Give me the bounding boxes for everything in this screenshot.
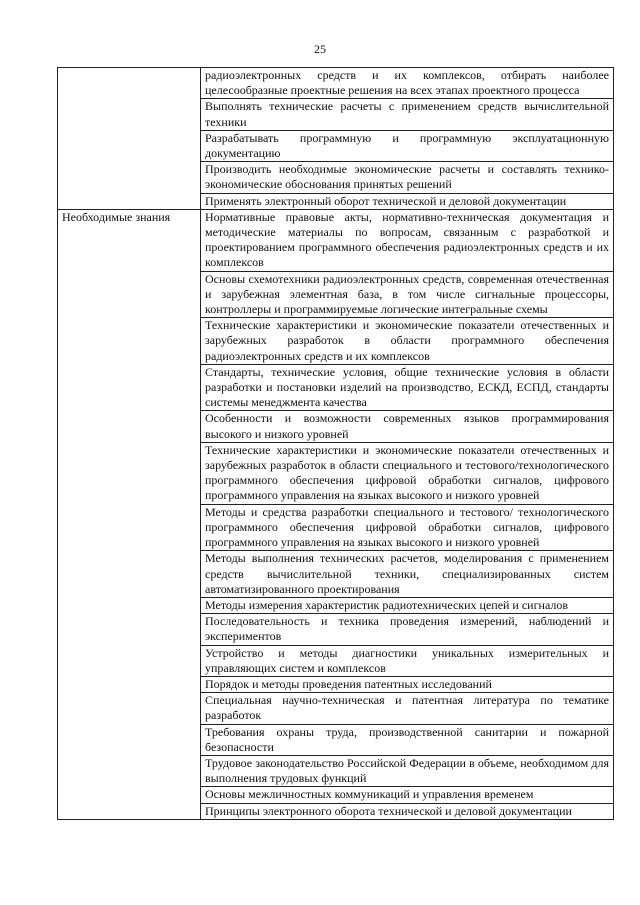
knowledge-item: Методы измерения характеристик радиотехнических цепей и сигналов [201, 597, 614, 613]
requirements-table [57, 67, 614, 820]
skill-item: Выполнять технические расчеты с применением средств вычислительной техники [201, 99, 614, 130]
knowledge-item: Основы схемотехники радиоэлектронных средств, современная отечественная и зарубежная элементная база, в том числе сигнальные процессоры, контроллеры и программируемые логические интегральные схемы [201, 271, 614, 318]
knowledge-item: Принципы электронного оборота технической и деловой документации [201, 803, 614, 819]
knowledge-item: Основы межличностных коммуникаций и управления временем [201, 787, 614, 803]
knowledge-item: Технические характеристики и экономические показатели отечественных и зарубежных разработок в области программного обеспечения радиоэлектронных средств и их комплексов [201, 318, 614, 365]
knowledge-item: Последовательность и техника проведения измерений, наблюдений и экспериментов [201, 614, 614, 645]
knowledge-item: Нормативные правовые акты, нормативно-техническая документация и методические материалы по вопросам, связанным с разработкой и проектированием программного обеспечения радиоэлектронных средств и их комплексов [201, 209, 614, 271]
skill-item: Применять электронный оборот технической и деловой документации [201, 193, 614, 209]
table-row [58, 209, 614, 271]
skill-item: Производить необходимые экономические расчеты и составлять технико-экономические обоснования принятых решений [201, 162, 614, 193]
knowledge-item: Особенности и возможности современных языков программирования высокого и низкого уровней [201, 411, 614, 442]
knowledge-item: Методы выполнения технических расчетов, моделирования с применением средств вычислительной техники, специализированных систем автоматизированного проектирования [201, 551, 614, 598]
continuation-label-cell [58, 68, 201, 210]
skill-item: радиоэлектронных средств и их комплексов, отбирать наиболее целесообразные проектные решения на всех этапах проектного процесса [201, 68, 614, 99]
knowledge-item: Технические характеристики и экономические показатели отечественных и зарубежных разработок в области специального и тестового/технологического программного обеспечения цифровой обработки сигналов, цифрового программного управления на языках высокого и низкого уровней [201, 442, 614, 504]
knowledge-item: Методы и средства разработки специального и тестового/ технологического программного обеспечения цифровой обработки сигналов, цифрового программного управления на языках высокого и низкого уровней [201, 504, 614, 551]
table-row [58, 68, 614, 99]
knowledge-item: Стандарты, технические условия, общие технические условия в области разработки и постановки изделий на производство, ЕСКД, ЕСПД, стандарты системы менеджмента качества [201, 364, 614, 411]
knowledge-item: Устройство и методы диагностики уникальных измерительных и управляющих систем и комплексов [201, 645, 614, 676]
page-number: 25 [314, 42, 326, 56]
knowledge-item: Порядок и методы проведения патентных исследований [201, 676, 614, 692]
skill-item: Разрабатывать программную и программную эксплуатационную документацию [201, 130, 614, 161]
knowledge-label-cell: Необходимые знания [58, 209, 201, 819]
knowledge-item: Специальная научно-техническая и патентная литература по тематике разработок [201, 693, 614, 724]
requirements-table-body [58, 68, 614, 820]
knowledge-item: Трудовое законодательство Российской Федерации в объеме, необходимом для выполнения трудовых функций [201, 755, 614, 786]
knowledge-item: Требования охраны труда, производственной санитарии и пожарной безопасности [201, 724, 614, 755]
